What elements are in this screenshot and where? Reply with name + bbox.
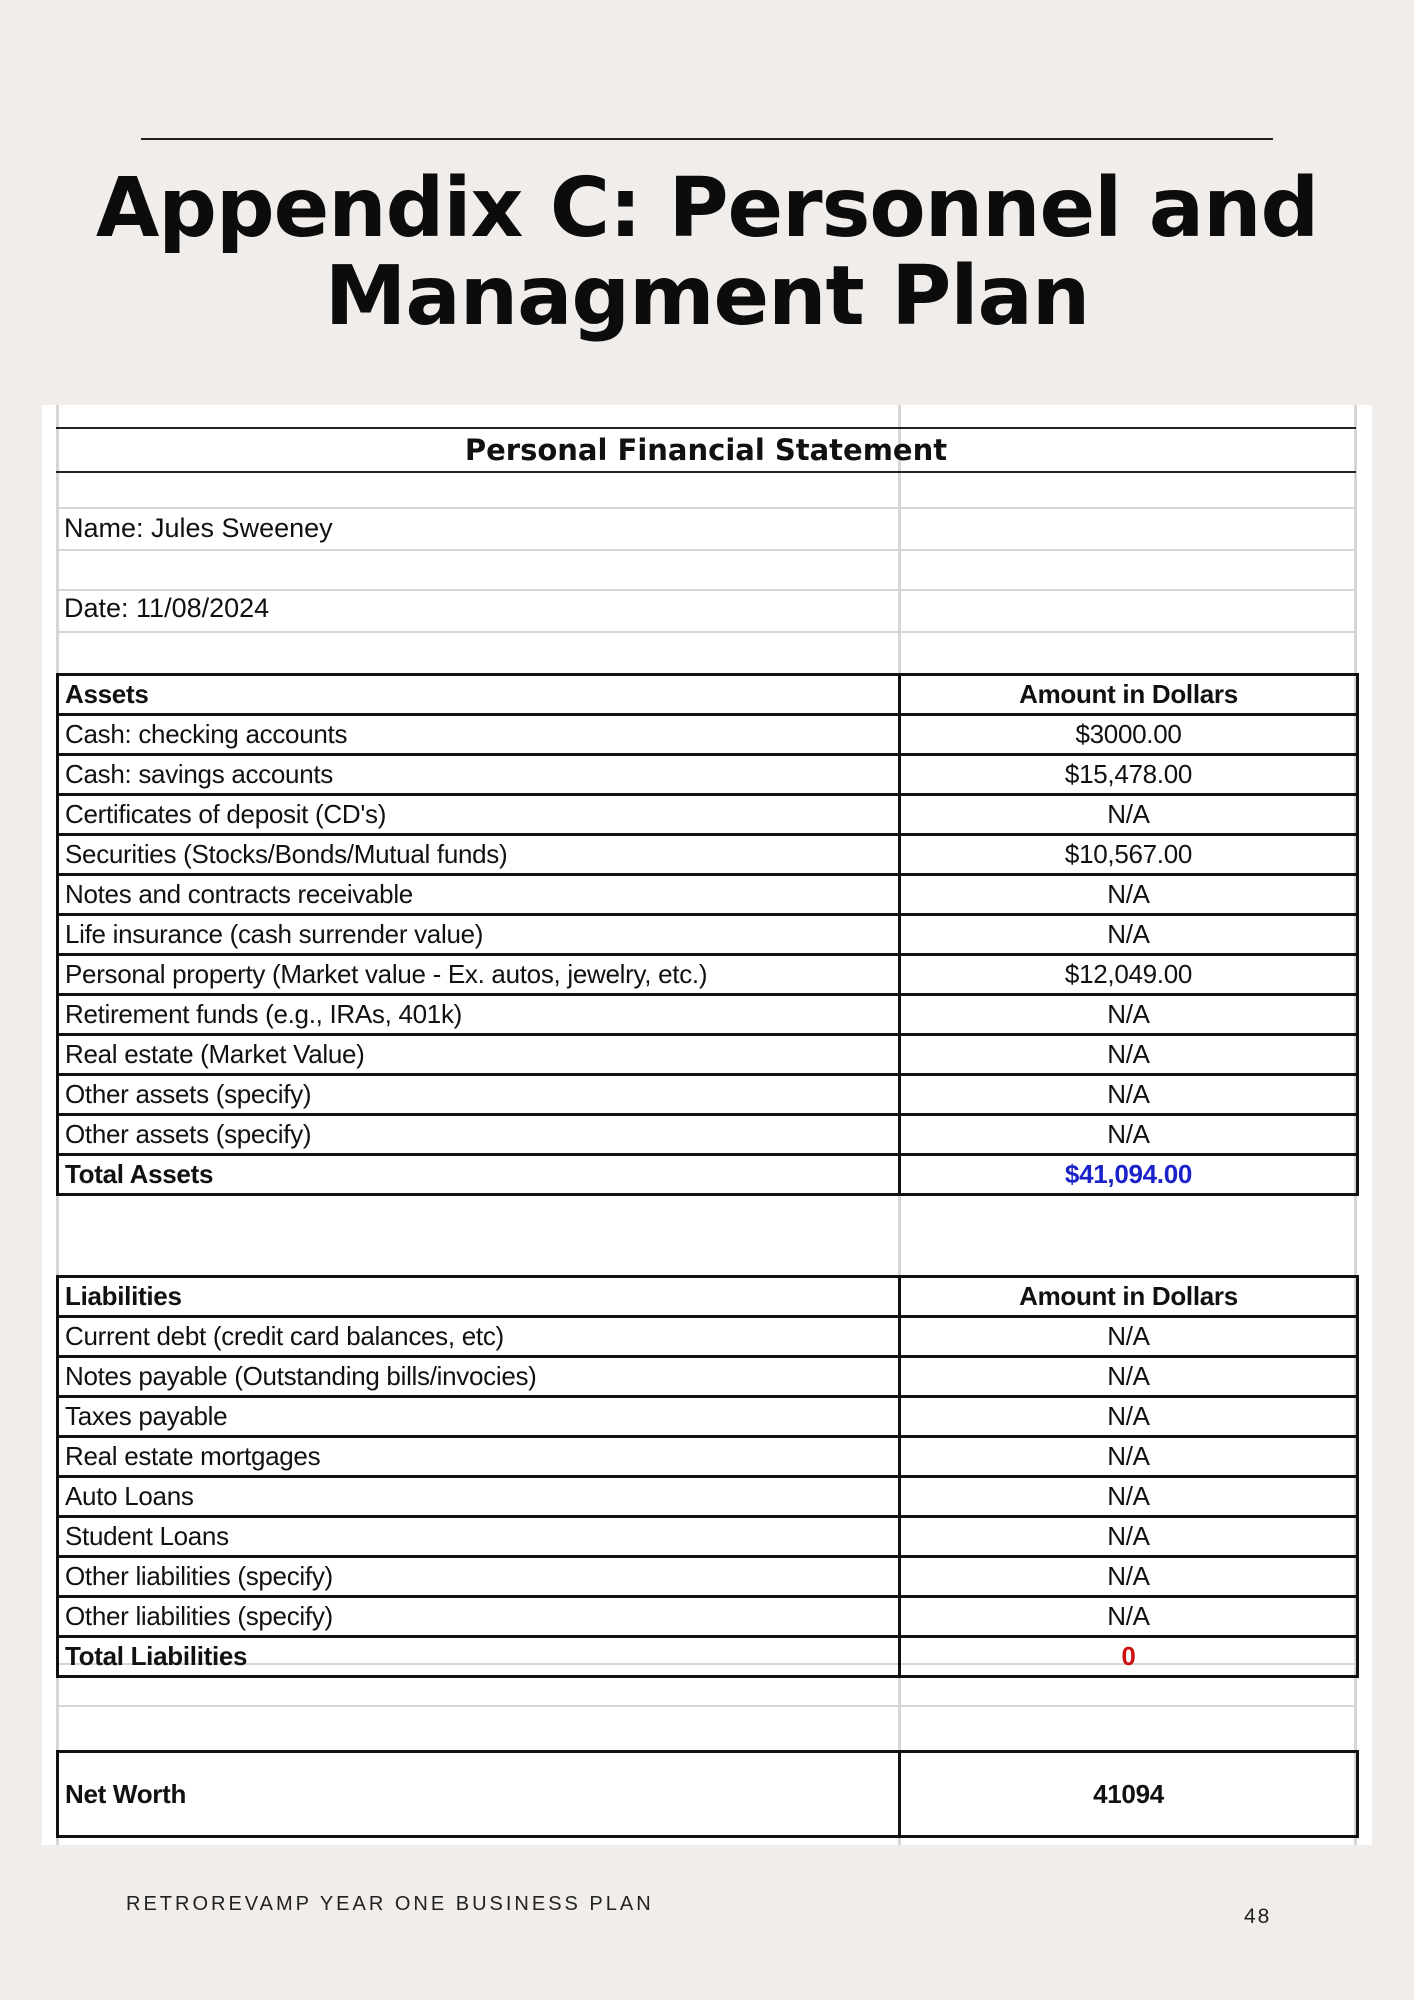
asset-amount: N/A — [900, 1035, 1358, 1075]
table-row — [58, 1517, 1358, 1557]
top-divider — [141, 138, 1273, 140]
asset-amount: $15,478.00 — [900, 755, 1358, 795]
asset-label: Cash: checking accounts — [58, 715, 900, 755]
total-assets-amount: $41,094.00 — [900, 1155, 1358, 1195]
asset-label: Real estate (Market Value) — [58, 1035, 900, 1075]
total-assets-row — [58, 1155, 1358, 1195]
liability-label: Current debt (credit card balances, etc) — [58, 1317, 900, 1357]
liability-label: Taxes payable — [58, 1397, 900, 1437]
table-row — [58, 1397, 1358, 1437]
liabilities-header-row — [58, 1277, 1358, 1317]
liabilities-table — [56, 1275, 1359, 1678]
grid-line — [56, 631, 1356, 633]
assets-header-amount: Amount in Dollars — [900, 675, 1358, 715]
financial-statement-sheet — [42, 405, 1372, 1845]
table-row — [58, 1557, 1358, 1597]
page-number: 48 — [1244, 1905, 1272, 1928]
liability-label: Other liabilities (specify) — [58, 1557, 900, 1597]
grid-line — [56, 507, 1356, 509]
net-worth-amount: 41094 — [900, 1752, 1358, 1837]
page-title-line-1: Appendix C: Personnel and — [95, 161, 1319, 256]
assets-header-label: Assets — [58, 675, 900, 715]
asset-amount: N/A — [900, 995, 1358, 1035]
table-row — [58, 1115, 1358, 1155]
table-row — [58, 1357, 1358, 1397]
table-row — [58, 795, 1358, 835]
statement-title: Personal Financial Statement — [56, 427, 1356, 473]
table-row — [58, 1437, 1358, 1477]
asset-label: Securities (Stocks/Bonds/Mutual funds) — [58, 835, 900, 875]
asset-label: Certificates of deposit (CD's) — [58, 795, 900, 835]
table-row — [58, 715, 1358, 755]
table-row — [58, 1317, 1358, 1357]
asset-amount: N/A — [900, 915, 1358, 955]
asset-label: Other assets (specify) — [58, 1075, 900, 1115]
asset-label: Cash: savings accounts — [58, 755, 900, 795]
liability-amount: N/A — [900, 1557, 1358, 1597]
liability-label: Student Loans — [58, 1517, 900, 1557]
liability-label: Other liabilities (specify) — [58, 1597, 900, 1637]
net-worth-row — [58, 1752, 1358, 1837]
total-liabilities-label: Total Liabilities — [58, 1637, 900, 1677]
table-row — [58, 915, 1358, 955]
assets-header-row — [58, 675, 1358, 715]
asset-amount: N/A — [900, 1115, 1358, 1155]
liabilities-header-amount: Amount in Dollars — [900, 1277, 1358, 1317]
table-row — [58, 1597, 1358, 1637]
table-row — [58, 755, 1358, 795]
liability-amount: N/A — [900, 1597, 1358, 1637]
net-worth-table — [56, 1750, 1359, 1838]
page-title — [0, 161, 1414, 344]
total-assets-label: Total Assets — [58, 1155, 900, 1195]
asset-amount: N/A — [900, 875, 1358, 915]
asset-label: Personal property (Market value - Ex. autos, jewelry, etc.) — [58, 955, 900, 995]
grid-line — [56, 1705, 1356, 1707]
table-row — [58, 1477, 1358, 1517]
footer-document-title: RETROREVAMP YEAR ONE BUSINESS PLAN — [126, 1893, 654, 1915]
table-row — [58, 955, 1358, 995]
liability-label: Auto Loans — [58, 1477, 900, 1517]
asset-label: Other assets (specify) — [58, 1115, 900, 1155]
liability-amount: N/A — [900, 1357, 1358, 1397]
liability-amount: N/A — [900, 1437, 1358, 1477]
liability-amount: N/A — [900, 1397, 1358, 1437]
assets-table — [56, 673, 1359, 1196]
asset-label: Life insurance (cash surrender value) — [58, 915, 900, 955]
asset-label: Retirement funds (e.g., IRAs, 401k) — [58, 995, 900, 1035]
table-row — [58, 835, 1358, 875]
liability-label: Real estate mortgages — [58, 1437, 900, 1477]
table-row — [58, 1075, 1358, 1115]
total-liabilities-amount: 0 — [900, 1637, 1358, 1677]
liability-label: Notes payable (Outstanding bills/invocies) — [58, 1357, 900, 1397]
asset-amount: $10,567.00 — [900, 835, 1358, 875]
asset-amount: $3000.00 — [900, 715, 1358, 755]
liabilities-header-label: Liabilities — [58, 1277, 900, 1317]
name-field: Name: Jules Sweeney — [64, 513, 333, 543]
asset-amount: N/A — [900, 1075, 1358, 1115]
liability-amount: N/A — [900, 1317, 1358, 1357]
total-liabilities-row — [58, 1637, 1358, 1677]
net-worth-label: Net Worth — [58, 1752, 900, 1837]
liability-amount: N/A — [900, 1477, 1358, 1517]
grid-line — [56, 589, 1356, 591]
asset-amount: $12,049.00 — [900, 955, 1358, 995]
date-field: Date: 11/08/2024 — [64, 593, 270, 623]
table-row — [58, 1035, 1358, 1075]
grid-line — [56, 549, 1356, 551]
page-title-line-2: Managment Plan — [324, 249, 1090, 344]
asset-label: Notes and contracts receivable — [58, 875, 900, 915]
table-row — [58, 995, 1358, 1035]
liability-amount: N/A — [900, 1517, 1358, 1557]
table-row — [58, 875, 1358, 915]
asset-amount: N/A — [900, 795, 1358, 835]
